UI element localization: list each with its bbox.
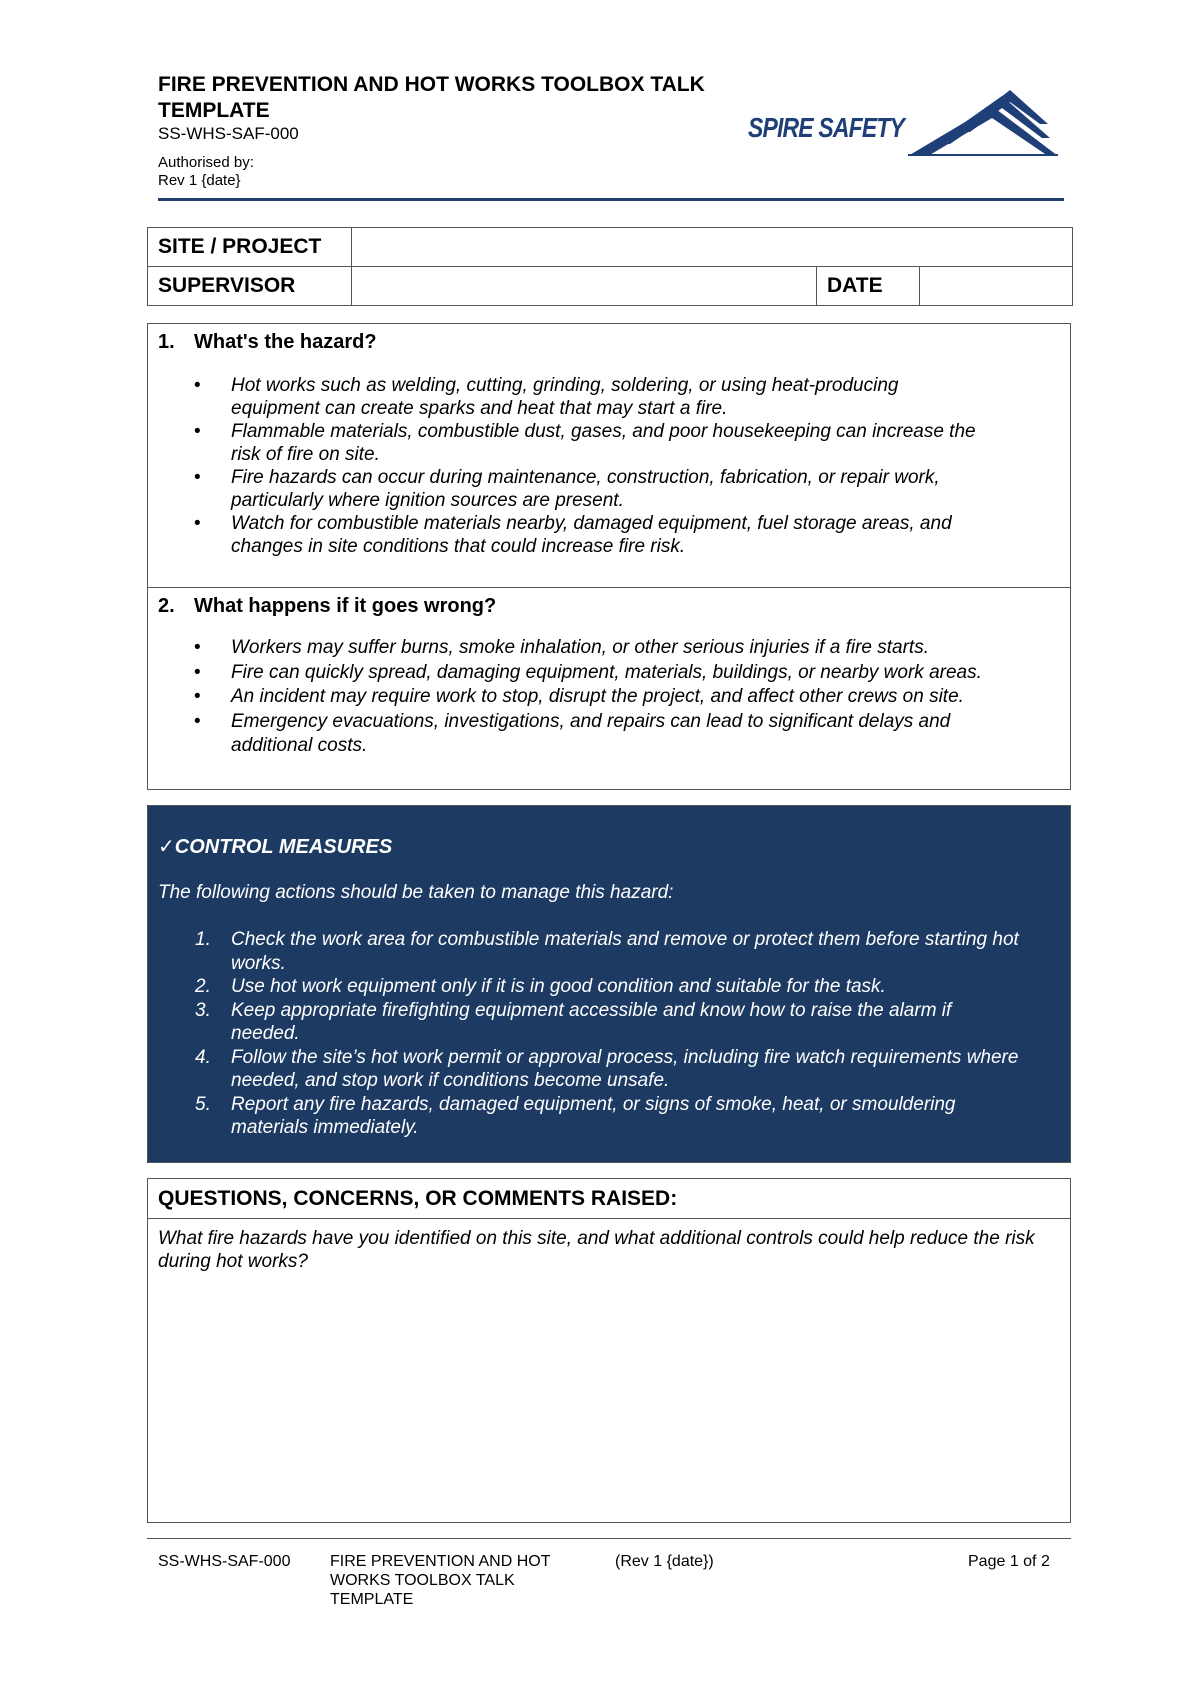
questions-section (147, 1178, 1071, 1523)
spire-safety-logo (748, 86, 1058, 158)
list-item (148, 1046, 1021, 1093)
date-label: DATE (817, 267, 920, 306)
supervisor-field[interactable] (352, 267, 817, 306)
list-item: • Fire hazards can occur during maintenance, construction, fabrication, or repair work, particularly where ignition sources are present. (148, 466, 991, 512)
mountain-logo-icon (898, 86, 1058, 158)
list-item: • An incident may require work to stop, disrupt the project, and affect other crews on site. (148, 685, 991, 710)
step-number: 5. (195, 1093, 211, 1115)
control-measures-intro: The following actions should be taken to manage this hazard: (158, 882, 674, 903)
list-item: • Flammable materials, combustible dust, gases, and poor housekeeping can increase the risk of fire on site. (148, 420, 991, 466)
questions-prompt[interactable]: What fire hazards have you identified on this site, and what additional controls could help reduce the risk during hot works? (158, 1228, 1035, 1272)
step-number: 4. (195, 1046, 211, 1068)
control-measures-heading: ✓CONTROL MEASURES (158, 836, 393, 858)
step-text: Use hot work equipment only if it is in good condition and suitable for the task. (231, 976, 886, 997)
document-code: SS-WHS-SAF-000 (158, 124, 299, 143)
document-title: FIRE PREVENTION AND HOT WORKS TOOLBOX TALK TEMPLATE (158, 73, 705, 122)
list-item (148, 975, 1021, 999)
questions-header (148, 1179, 1070, 1219)
authorised-by: Authorised by: (158, 154, 254, 171)
step-text: Report any fire hazards, damaged equipment, or signs of smoke, heat, or smouldering materials immediately. (231, 1093, 956, 1138)
step-text: Follow the site’s hot work permit or approval process, including fire watch requirements where needed, and stop work if conditions become unsafe. (231, 1046, 1019, 1091)
control-measures-panel (147, 805, 1071, 1163)
list-item: • Workers may suffer burns, smoke inhalation, or other serious injuries if a fire starts. (148, 636, 991, 661)
hazard-section (147, 323, 1071, 588)
questions-heading: QUESTIONS, CONCERNS, OR COMMENTS RAISED: (158, 1187, 678, 1210)
list-item: • Watch for combustible materials nearby, damaged equipment, fuel storage areas, and changes in site conditions that could increase fire risk. (148, 512, 991, 558)
hazard-heading-text: What's the hazard? (194, 331, 377, 353)
date-field[interactable] (920, 267, 1073, 306)
footer-title: FIRE PREVENTION AND HOT WORKS TOOLBOX TALK TEMPLATE (330, 1553, 551, 1608)
consequence-section (147, 587, 1071, 790)
logo-text: SPIRE SAFETY (748, 112, 905, 143)
footer-code: SS-WHS-SAF-000 (158, 1553, 291, 1570)
step-text: Check the work area for combustible materials and remove or protect them before starting hot works. (231, 929, 1019, 974)
site-project-field[interactable] (352, 228, 1073, 267)
revision: Rev 1 {date} (158, 172, 241, 189)
hazard-list (148, 374, 991, 558)
consequence-list (148, 636, 991, 759)
supervisor-label: SUPERVISOR (148, 267, 352, 306)
list-item: • Emergency evacuations, investigations, and repairs can lead to significant delays and additional costs. (148, 710, 991, 759)
footer-page-number: Page 1 of 2 (968, 1553, 1050, 1570)
control-steps (148, 928, 1021, 1140)
footer-divider (147, 1538, 1071, 1539)
consequence-number: 2. (158, 595, 175, 617)
list-item: • Hot works such as welding, cutting, grinding, soldering, or using heat-producing equipment can create sparks and heat that may start a fire. (148, 374, 991, 420)
list-item (148, 928, 1021, 975)
document-header (158, 72, 1058, 202)
consequence-heading (158, 594, 496, 618)
hazard-number: 1. (158, 331, 175, 353)
step-number: 3. (195, 999, 211, 1021)
site-project-label: SITE / PROJECT (148, 228, 352, 267)
step-text: Keep appropriate firefighting equipment accessible and know how to raise the alarm if needed. (231, 999, 952, 1044)
footer-revision: (Rev 1 {date}) (615, 1553, 714, 1570)
consequence-heading-text: What happens if it goes wrong? (194, 595, 497, 617)
site-info-table (147, 227, 1073, 306)
step-number: 1. (195, 929, 211, 950)
hazard-heading (158, 330, 377, 354)
list-item (148, 999, 1021, 1046)
step-number: 2. (195, 976, 211, 997)
header-divider (158, 198, 1064, 201)
list-item (148, 1093, 1021, 1140)
list-item: • Fire can quickly spread, damaging equipment, materials, buildings, or nearby work areas. (148, 661, 991, 686)
